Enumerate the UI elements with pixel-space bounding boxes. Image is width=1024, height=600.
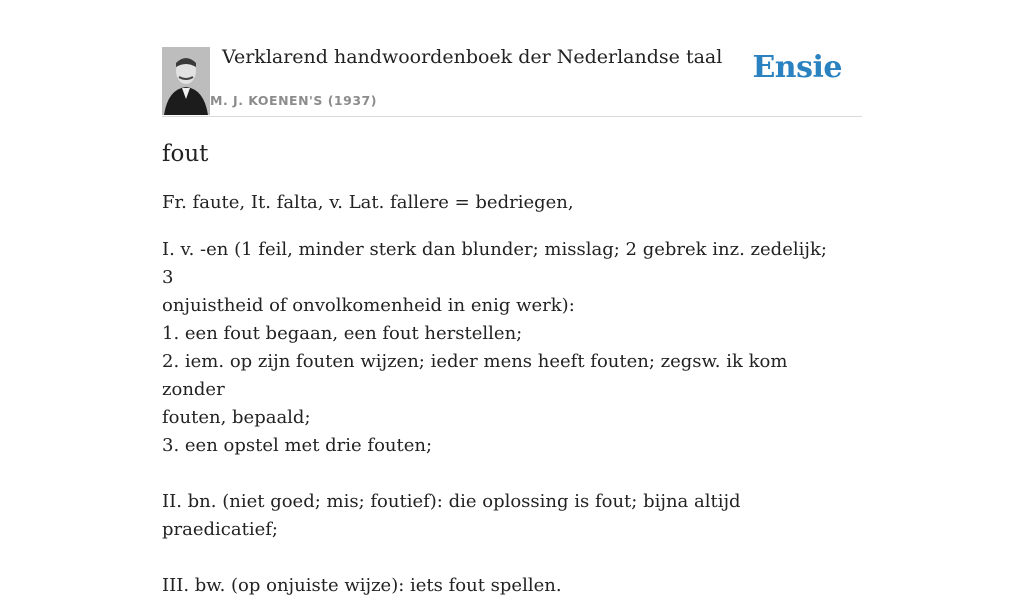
definition-line [162,460,842,488]
definition-line [162,544,842,572]
entry-etymology: Fr. faute, It. falta, v. Lat. fallere = bedriegen, [162,192,574,213]
entry-headword: fout [162,141,209,167]
book-author: M. J. KOENEN'S (1937) [210,93,377,108]
definition-line: 1. een fout begaan, een fout herstellen; [162,323,523,344]
ensie-logo-link[interactable]: Ensie [752,50,842,85]
definition-line: 2. iem. op zijn fouten wijzen; ieder mens heeft fouten; zegsw. ik kom zonder [162,351,788,400]
definition-line: III. bw. (op onjuiste wijze): iets fout spellen. [162,575,562,596]
definition-line: fouten, bepaald; [162,407,311,428]
author-portrait-icon [162,47,210,115]
site-header [162,46,862,117]
dictionary-entry [162,138,842,600]
definition-line: I. v. -en (1 feil, minder sterk dan blunder; misslag; 2 gebrek inz. zedelijk; 3 [162,239,827,288]
book-title: Verklarend handwoordenboek der Nederlandse taal [222,46,723,68]
definition-line: onjuistheid of onvolkomenheid in enig werk): [162,295,575,316]
definition-line: 3. een opstel met drie fouten; [162,435,433,456]
definition-line: II. bn. (niet goed; mis; foutief): die oplossing is fout; bijna altijd praedicatief; [162,491,741,540]
entry-definition [162,236,842,600]
